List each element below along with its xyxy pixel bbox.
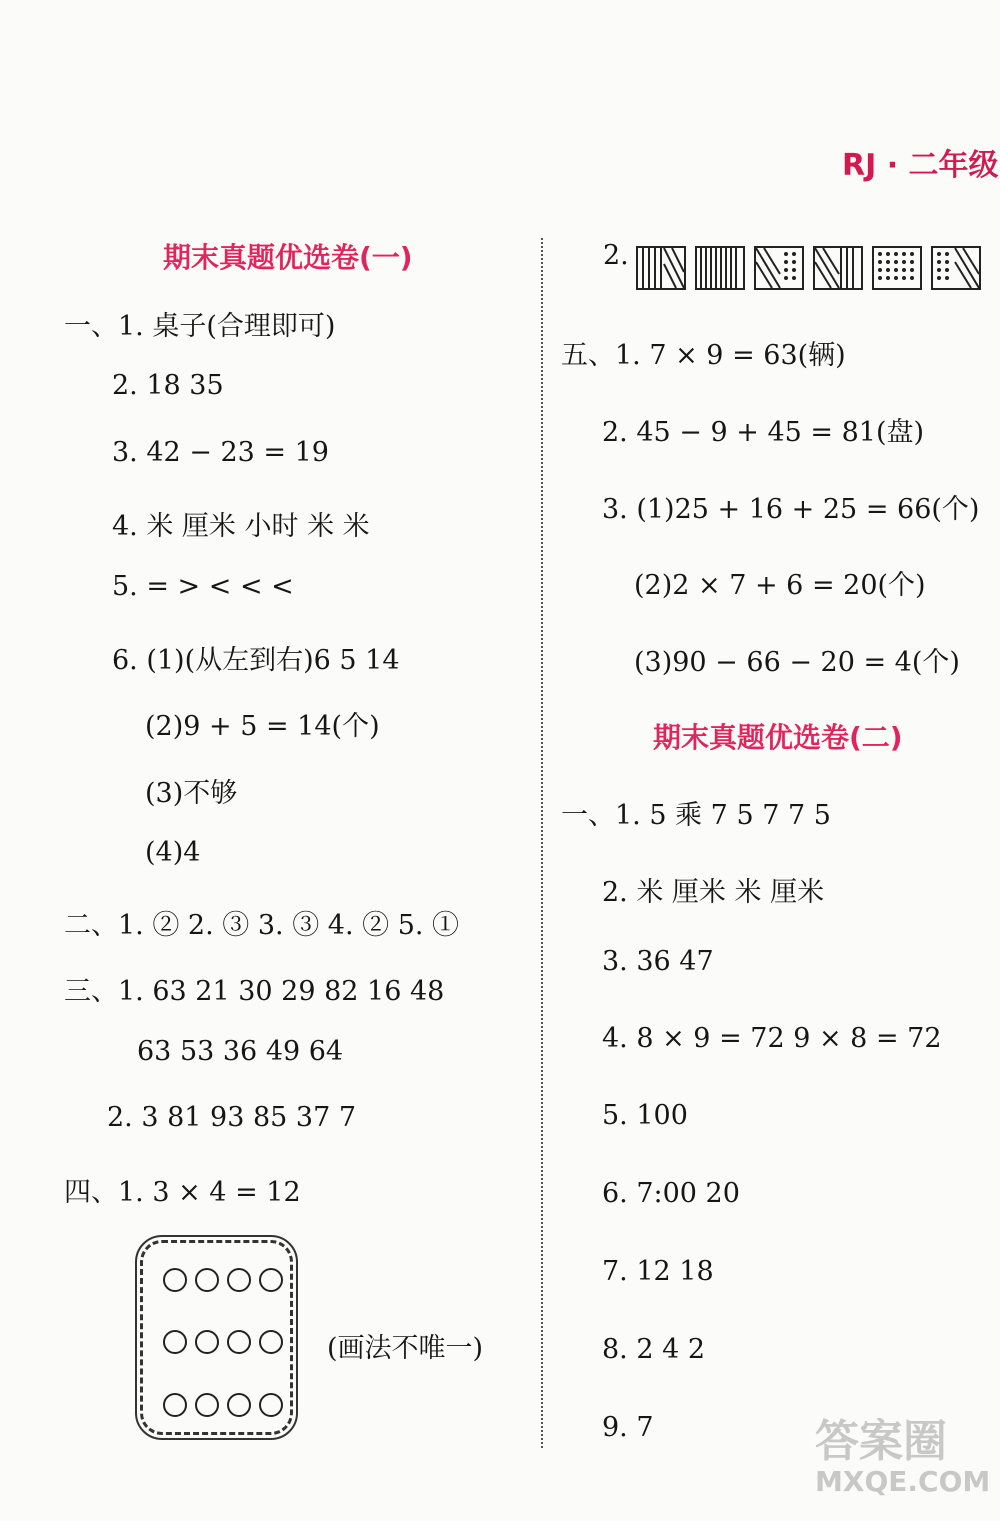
right-line: 3. (1)25 + 16 + 25 = 66(个) xyxy=(602,494,980,525)
circle-icon xyxy=(163,1393,187,1417)
drawing-note: (画法不唯一) xyxy=(327,1333,484,1364)
pattern-label: 2. xyxy=(603,240,629,271)
right-line: (2)2 × 7 + 6 = 20(个) xyxy=(634,570,926,601)
circle-icon xyxy=(259,1393,283,1417)
circle-icon xyxy=(227,1330,251,1354)
circle-grouping-drawing xyxy=(140,1240,293,1435)
vertical-lines-icon xyxy=(695,246,745,290)
right-line: 五、1. 7 × 9 = 63(辆) xyxy=(561,340,846,371)
left-line: 三、1. 63 21 30 29 82 16 48 xyxy=(64,976,445,1007)
right-line: 7. 12 18 xyxy=(602,1256,714,1287)
right-line: 5. 100 xyxy=(602,1100,688,1131)
right-line: 一、1. 5 乘 7 5 7 7 5 xyxy=(561,800,831,831)
circle-icon xyxy=(259,1330,283,1354)
circle-row xyxy=(163,1330,283,1354)
column-divider xyxy=(541,238,543,1448)
circle-icon xyxy=(259,1268,283,1292)
circle-row xyxy=(163,1268,283,1292)
circle-row xyxy=(163,1393,283,1417)
right-line: 6. 7:00 20 xyxy=(602,1178,740,1209)
left-line: 2. 18 35 xyxy=(112,370,224,401)
circle-icon xyxy=(227,1268,251,1292)
left-line: (4)4 xyxy=(145,837,201,868)
right-line: 9. 7 xyxy=(602,1412,654,1443)
right-line: (3)90 − 66 − 20 = 4(个) xyxy=(634,647,960,678)
dot-grid-icon xyxy=(754,246,804,290)
right-line: 2. 45 − 9 + 45 = 81(盘) xyxy=(602,417,925,448)
pattern-sequence xyxy=(636,246,981,290)
left-line: 一、1. 桌子(合理即可) xyxy=(64,311,336,342)
left-line: 6. (1)(从左到右)6 5 14 xyxy=(112,645,400,676)
right-line: 8. 2 4 2 xyxy=(602,1334,706,1365)
left-line: 2. 3 81 93 85 37 7 xyxy=(107,1102,357,1133)
left-line: 5. = > < < < xyxy=(112,571,294,602)
right-section-title: 期末真题优选卷(二) xyxy=(653,721,903,754)
diagonal-stripes-icon xyxy=(813,246,863,290)
left-line: (2)9 + 5 = 14(个) xyxy=(145,711,380,742)
left-line: 3. 42 − 23 = 19 xyxy=(112,437,329,468)
circle-icon xyxy=(195,1393,219,1417)
right-line: 2. 米 厘米 米 厘米 xyxy=(602,877,825,908)
left-line: 二、1. ② 2. ③ 3. ③ 4. ② 5. ① xyxy=(64,910,460,941)
left-line: 四、1. 3 × 4 = 12 xyxy=(64,1177,301,1208)
circle-icon xyxy=(195,1330,219,1354)
vertical-stripes-icon xyxy=(636,246,686,290)
header-tag: RJ · 二年级 xyxy=(842,148,999,183)
circle-icon xyxy=(195,1268,219,1292)
circle-icon xyxy=(163,1330,187,1354)
dot-grid-icon xyxy=(872,246,922,290)
left-line: 63 53 36 49 64 xyxy=(137,1036,344,1067)
watermark-logo: 答案圈 xyxy=(815,1416,947,1467)
circle-icon xyxy=(163,1268,187,1292)
right-line: 3. 36 47 xyxy=(602,946,714,977)
left-line: 4. 米 厘米 小时 米 米 xyxy=(112,511,370,542)
right-line: 4. 8 × 9 = 72 9 × 8 = 72 xyxy=(602,1023,942,1054)
watermark xyxy=(815,1418,990,1498)
diagonal-stripes-icon xyxy=(931,246,981,290)
watermark-url: MXQE.COM xyxy=(815,1465,991,1498)
left-section-title: 期末真题优选卷(一) xyxy=(163,241,413,274)
circle-icon xyxy=(227,1393,251,1417)
left-line: (3)不够 xyxy=(145,778,238,809)
